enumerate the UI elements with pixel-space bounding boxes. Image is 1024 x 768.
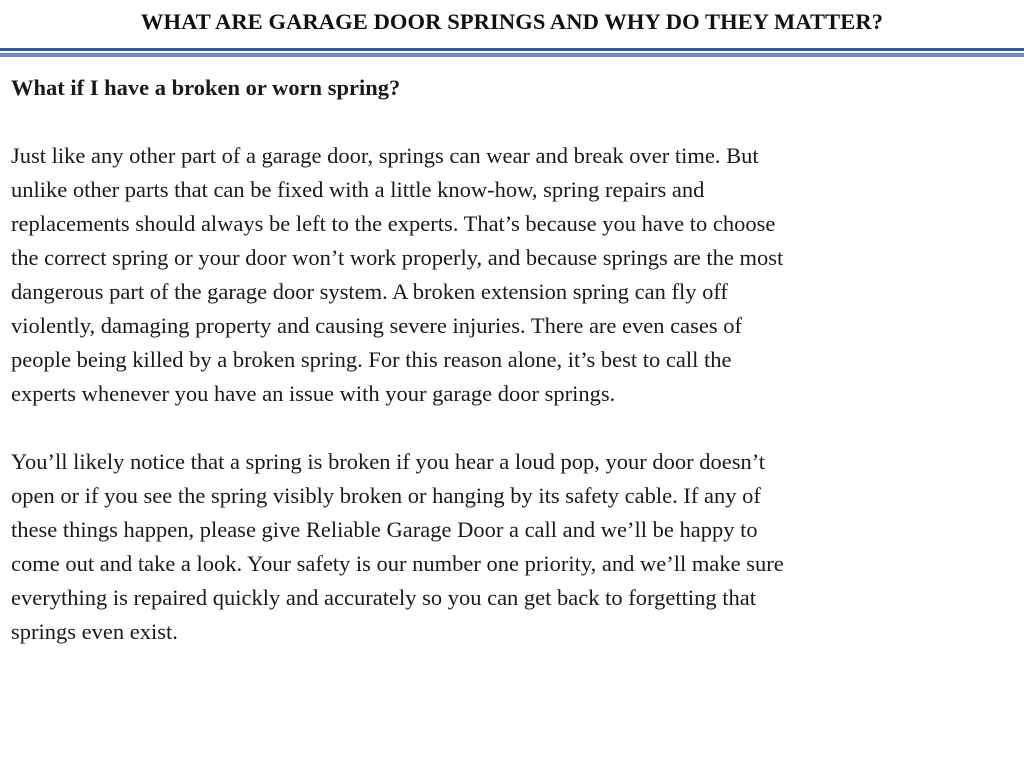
paragraph-line: people being killed by a broken spring. For this reason alone, it’s best to call the bbox=[11, 347, 732, 372]
slide-title: WHAT ARE GARAGE DOOR SPRINGS AND WHY DO THEY MATTER? bbox=[140, 9, 884, 34]
slide-body bbox=[11, 71, 1015, 683]
paragraph-line: these things happen, please give Reliable Garage Door a call and we’ll be happy to bbox=[11, 517, 758, 542]
paragraph-line: replacements should always be left to the experts. That’s because you have to choose bbox=[11, 211, 776, 236]
paragraph-line: Just like any other part of a garage door, springs can wear and break over time. But bbox=[11, 143, 759, 168]
paragraph-1 bbox=[11, 139, 1015, 411]
paragraph-line: everything is repaired quickly and accurately so you can get back to forgetting that bbox=[11, 585, 756, 610]
paragraph-line: violently, damaging property and causing severe injuries. There are even cases of bbox=[11, 313, 742, 338]
title-divider-secondary bbox=[0, 53, 1024, 57]
paragraph-line: dangerous part of the garage door system. A broken extension spring can fly off bbox=[11, 279, 728, 304]
paragraph-line: unlike other parts that can be fixed with a little know-how, spring repairs and bbox=[11, 177, 705, 202]
paragraph-2 bbox=[11, 445, 1015, 649]
title-divider bbox=[0, 48, 1024, 51]
question-heading: What if I have a broken or worn spring? bbox=[11, 75, 401, 100]
paragraph-line: experts whenever you have an issue with your garage door springs. bbox=[11, 381, 616, 406]
paragraph-line: springs even exist. bbox=[11, 619, 178, 644]
paragraph-line: You’ll likely notice that a spring is broken if you hear a loud pop, your door doesn’t bbox=[11, 449, 766, 474]
paragraph-line: come out and take a look. Your safety is our number one priority, and we’ll make sure bbox=[11, 551, 784, 576]
paragraph-line: the correct spring or your door won’t work properly, and because springs are the most bbox=[11, 245, 784, 270]
paragraph-line: open or if you see the spring visibly broken or hanging by its safety cable. If any of bbox=[11, 483, 761, 508]
